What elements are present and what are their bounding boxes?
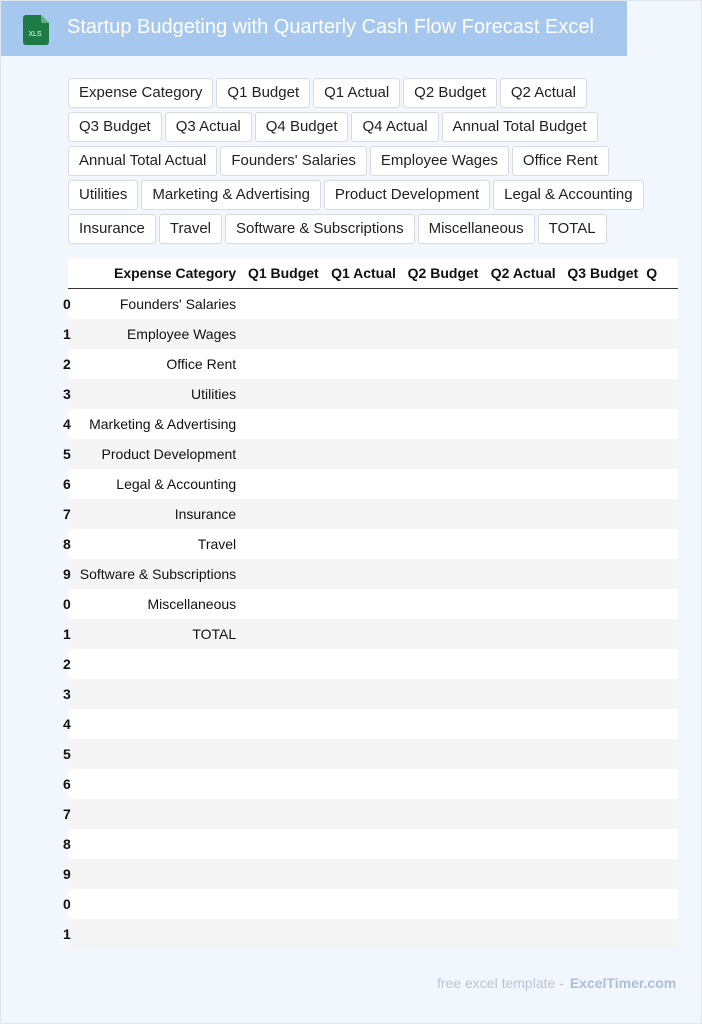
value-cell bbox=[646, 679, 678, 709]
category-cell bbox=[78, 649, 245, 679]
chip: Q1 Actual bbox=[313, 78, 400, 108]
row-index: 0 bbox=[68, 289, 78, 320]
chip: Legal & Accounting bbox=[493, 180, 643, 210]
category-cell: Utilities bbox=[78, 379, 245, 409]
value-cell bbox=[244, 919, 327, 949]
value-cell bbox=[486, 529, 563, 559]
value-cell bbox=[244, 409, 327, 439]
value-cell bbox=[404, 889, 487, 919]
value-cell bbox=[244, 499, 327, 529]
value-cell bbox=[327, 649, 404, 679]
chip: Employee Wages bbox=[370, 146, 509, 176]
value-cell bbox=[564, 289, 647, 320]
value-cell bbox=[244, 859, 327, 889]
chip: Q4 Budget bbox=[255, 112, 349, 142]
value-cell bbox=[486, 319, 563, 349]
value-cell bbox=[646, 289, 678, 320]
value-cell bbox=[327, 679, 404, 709]
value-cell bbox=[244, 589, 327, 619]
value-cell bbox=[646, 769, 678, 799]
chip: Expense Category bbox=[68, 78, 213, 108]
value-cell bbox=[327, 829, 404, 859]
category-cell: Product Development bbox=[78, 439, 245, 469]
svg-text:XLS: XLS bbox=[28, 31, 42, 38]
category-cell bbox=[78, 709, 245, 739]
row-index: 9 bbox=[68, 559, 78, 589]
value-cell bbox=[244, 769, 327, 799]
value-cell bbox=[327, 619, 404, 649]
category-cell: Employee Wages bbox=[78, 319, 245, 349]
value-cell bbox=[244, 379, 327, 409]
chip: Software & Subscriptions bbox=[225, 214, 415, 244]
value-cell bbox=[327, 559, 404, 589]
chip: Founders' Salaries bbox=[220, 146, 367, 176]
category-cell bbox=[78, 769, 245, 799]
table-row bbox=[68, 439, 678, 469]
table-row bbox=[68, 289, 678, 320]
value-cell bbox=[486, 859, 563, 889]
value-cell bbox=[327, 889, 404, 919]
value-cell bbox=[564, 859, 647, 889]
row-index: 6 bbox=[68, 469, 78, 499]
value-cell bbox=[404, 619, 487, 649]
table-row bbox=[68, 739, 678, 769]
value-cell bbox=[327, 409, 404, 439]
row-index: 1 bbox=[68, 619, 78, 649]
value-cell bbox=[244, 559, 327, 589]
row-index: 2 bbox=[68, 349, 78, 379]
column-header: Q1 Actual bbox=[327, 258, 404, 289]
table-row bbox=[68, 319, 678, 349]
value-cell bbox=[244, 439, 327, 469]
value-cell bbox=[244, 649, 327, 679]
value-cell bbox=[486, 649, 563, 679]
value-cell bbox=[327, 499, 404, 529]
value-cell bbox=[327, 469, 404, 499]
value-cell bbox=[486, 589, 563, 619]
chip: Utilities bbox=[68, 180, 138, 210]
value-cell bbox=[244, 679, 327, 709]
value-cell bbox=[244, 799, 327, 829]
category-cell bbox=[78, 859, 245, 889]
table-row bbox=[68, 529, 678, 559]
value-cell bbox=[564, 379, 647, 409]
row-index: 2 bbox=[68, 649, 78, 679]
value-cell bbox=[486, 799, 563, 829]
value-cell bbox=[646, 889, 678, 919]
chip: Q3 Actual bbox=[165, 112, 252, 142]
value-cell bbox=[564, 409, 647, 439]
value-cell bbox=[404, 379, 487, 409]
value-cell bbox=[244, 619, 327, 649]
category-cell: Software & Subscriptions bbox=[78, 559, 245, 589]
category-cell: Marketing & Advertising bbox=[78, 409, 245, 439]
value-cell bbox=[646, 589, 678, 619]
table-row bbox=[68, 349, 678, 379]
value-cell bbox=[404, 709, 487, 739]
footer-text: free excel template - bbox=[437, 975, 564, 991]
value-cell bbox=[486, 469, 563, 499]
row-index: 7 bbox=[68, 499, 78, 529]
table-row bbox=[68, 799, 678, 829]
value-cell bbox=[404, 319, 487, 349]
table-row bbox=[68, 709, 678, 739]
row-index: 3 bbox=[68, 679, 78, 709]
value-cell bbox=[327, 439, 404, 469]
value-cell bbox=[564, 319, 647, 349]
value-cell bbox=[564, 799, 647, 829]
value-cell bbox=[646, 799, 678, 829]
category-cell bbox=[78, 919, 245, 949]
value-cell bbox=[646, 409, 678, 439]
value-cell bbox=[404, 469, 487, 499]
value-cell bbox=[486, 769, 563, 799]
chip: Insurance bbox=[68, 214, 156, 244]
chip: Q2 Actual bbox=[500, 78, 587, 108]
row-index: 5 bbox=[68, 439, 78, 469]
table-row bbox=[68, 589, 678, 619]
value-cell bbox=[564, 439, 647, 469]
category-cell: TOTAL bbox=[78, 619, 245, 649]
value-cell bbox=[327, 589, 404, 619]
chip: Annual Total Actual bbox=[68, 146, 217, 176]
value-cell bbox=[244, 739, 327, 769]
row-index: 6 bbox=[68, 769, 78, 799]
value-cell bbox=[244, 349, 327, 379]
value-cell bbox=[404, 589, 487, 619]
value-cell bbox=[564, 919, 647, 949]
table-row bbox=[68, 889, 678, 919]
value-cell bbox=[646, 859, 678, 889]
table-header-row bbox=[68, 258, 678, 289]
chip: Product Development bbox=[324, 180, 490, 210]
value-cell bbox=[244, 529, 327, 559]
table-row bbox=[68, 919, 678, 949]
value-cell bbox=[486, 919, 563, 949]
category-cell bbox=[78, 829, 245, 859]
value-cell bbox=[327, 709, 404, 739]
title-banner bbox=[1, 1, 627, 56]
chip: Miscellaneous bbox=[418, 214, 535, 244]
chip: Q1 Budget bbox=[216, 78, 310, 108]
table-row bbox=[68, 649, 678, 679]
row-index: 3 bbox=[68, 379, 78, 409]
value-cell bbox=[646, 739, 678, 769]
value-cell bbox=[564, 709, 647, 739]
table-row bbox=[68, 559, 678, 589]
value-cell bbox=[646, 499, 678, 529]
value-cell bbox=[646, 649, 678, 679]
value-cell bbox=[327, 739, 404, 769]
row-index: 4 bbox=[68, 409, 78, 439]
value-cell bbox=[564, 499, 647, 529]
value-cell bbox=[564, 559, 647, 589]
table-row bbox=[68, 409, 678, 439]
value-cell bbox=[327, 769, 404, 799]
value-cell bbox=[327, 529, 404, 559]
value-cell bbox=[244, 469, 327, 499]
column-header: Expense Category bbox=[78, 258, 245, 289]
value-cell bbox=[404, 289, 487, 320]
value-cell bbox=[486, 349, 563, 379]
value-cell bbox=[646, 379, 678, 409]
value-cell bbox=[564, 829, 647, 859]
row-index: 0 bbox=[68, 889, 78, 919]
column-header: Q3 Budget bbox=[564, 258, 647, 289]
value-cell bbox=[404, 349, 487, 379]
value-cell bbox=[486, 439, 563, 469]
value-cell bbox=[486, 499, 563, 529]
category-cell: Office Rent bbox=[78, 349, 245, 379]
row-index: 9 bbox=[68, 859, 78, 889]
chip: Marketing & Advertising bbox=[141, 180, 321, 210]
value-cell bbox=[646, 349, 678, 379]
column-header: Q1 Budget bbox=[244, 258, 327, 289]
value-cell bbox=[486, 379, 563, 409]
column-header-chips bbox=[68, 78, 678, 244]
value-cell bbox=[646, 469, 678, 499]
value-cell bbox=[564, 769, 647, 799]
value-cell bbox=[327, 319, 404, 349]
value-cell bbox=[327, 919, 404, 949]
footer-credit bbox=[437, 975, 676, 991]
value-cell bbox=[404, 649, 487, 679]
value-cell bbox=[244, 319, 327, 349]
value-cell bbox=[327, 379, 404, 409]
value-cell bbox=[646, 319, 678, 349]
value-cell bbox=[244, 289, 327, 320]
value-cell bbox=[404, 739, 487, 769]
value-cell bbox=[564, 529, 647, 559]
category-cell: Founders' Salaries bbox=[78, 289, 245, 320]
row-index: 1 bbox=[68, 919, 78, 949]
chip: Q2 Budget bbox=[403, 78, 497, 108]
value-cell bbox=[486, 559, 563, 589]
chip: Travel bbox=[159, 214, 222, 244]
value-cell bbox=[486, 619, 563, 649]
value-cell bbox=[564, 889, 647, 919]
value-cell bbox=[564, 469, 647, 499]
category-cell bbox=[78, 679, 245, 709]
value-cell bbox=[564, 739, 647, 769]
spreadsheet-preview[interactable] bbox=[63, 258, 678, 948]
value-cell bbox=[486, 889, 563, 919]
category-cell bbox=[78, 799, 245, 829]
row-index: 5 bbox=[68, 739, 78, 769]
value-cell bbox=[646, 829, 678, 859]
value-cell bbox=[646, 619, 678, 649]
value-cell bbox=[486, 709, 563, 739]
row-index: 8 bbox=[68, 529, 78, 559]
value-cell bbox=[486, 739, 563, 769]
value-cell bbox=[404, 559, 487, 589]
row-index: 0 bbox=[68, 589, 78, 619]
category-cell: Legal & Accounting bbox=[78, 469, 245, 499]
value-cell bbox=[564, 619, 647, 649]
value-cell bbox=[486, 409, 563, 439]
value-cell bbox=[404, 799, 487, 829]
value-cell bbox=[404, 919, 487, 949]
value-cell bbox=[404, 829, 487, 859]
value-cell bbox=[404, 439, 487, 469]
value-cell bbox=[244, 709, 327, 739]
budget-table bbox=[63, 258, 678, 949]
value-cell bbox=[564, 649, 647, 679]
category-cell: Travel bbox=[78, 529, 245, 559]
value-cell bbox=[327, 349, 404, 379]
chip: Q3 Budget bbox=[68, 112, 162, 142]
category-cell bbox=[78, 889, 245, 919]
value-cell bbox=[646, 709, 678, 739]
chip: Office Rent bbox=[512, 146, 609, 176]
footer-brand-link[interactable]: ExcelTimer.com bbox=[569, 975, 677, 991]
value-cell bbox=[244, 889, 327, 919]
page-title: Startup Budgeting with Quarterly Cash Flow Forecast Excel bbox=[67, 16, 594, 38]
value-cell bbox=[646, 559, 678, 589]
index-header bbox=[68, 258, 78, 289]
category-cell: Miscellaneous bbox=[78, 589, 245, 619]
table-row bbox=[68, 679, 678, 709]
chip: TOTAL bbox=[538, 214, 607, 244]
value-cell bbox=[404, 769, 487, 799]
value-cell bbox=[404, 529, 487, 559]
table-row bbox=[68, 379, 678, 409]
value-cell bbox=[244, 829, 327, 859]
value-cell bbox=[327, 859, 404, 889]
value-cell bbox=[404, 679, 487, 709]
category-cell: Insurance bbox=[78, 499, 245, 529]
table-row bbox=[68, 469, 678, 499]
chip: Q4 Actual bbox=[351, 112, 438, 142]
value-cell bbox=[327, 799, 404, 829]
chip: Annual Total Budget bbox=[442, 112, 598, 142]
column-header: Q bbox=[646, 258, 678, 289]
value-cell bbox=[564, 349, 647, 379]
table-row bbox=[68, 499, 678, 529]
excel-file-icon bbox=[23, 15, 49, 45]
row-index: 8 bbox=[68, 829, 78, 859]
category-cell bbox=[78, 739, 245, 769]
value-cell bbox=[486, 679, 563, 709]
value-cell bbox=[327, 289, 404, 320]
table-row bbox=[68, 769, 678, 799]
table-row bbox=[68, 859, 678, 889]
row-index: 1 bbox=[68, 319, 78, 349]
column-header: Q2 Budget bbox=[404, 258, 487, 289]
value-cell bbox=[646, 529, 678, 559]
value-cell bbox=[564, 679, 647, 709]
value-cell bbox=[646, 919, 678, 949]
column-header: Q2 Actual bbox=[486, 258, 563, 289]
value-cell bbox=[404, 409, 487, 439]
row-index: 4 bbox=[68, 709, 78, 739]
table-row bbox=[68, 619, 678, 649]
row-index: 7 bbox=[68, 799, 78, 829]
table-row bbox=[68, 829, 678, 859]
value-cell bbox=[486, 289, 563, 320]
value-cell bbox=[564, 589, 647, 619]
value-cell bbox=[486, 829, 563, 859]
value-cell bbox=[404, 499, 487, 529]
value-cell bbox=[646, 439, 678, 469]
value-cell bbox=[404, 859, 487, 889]
